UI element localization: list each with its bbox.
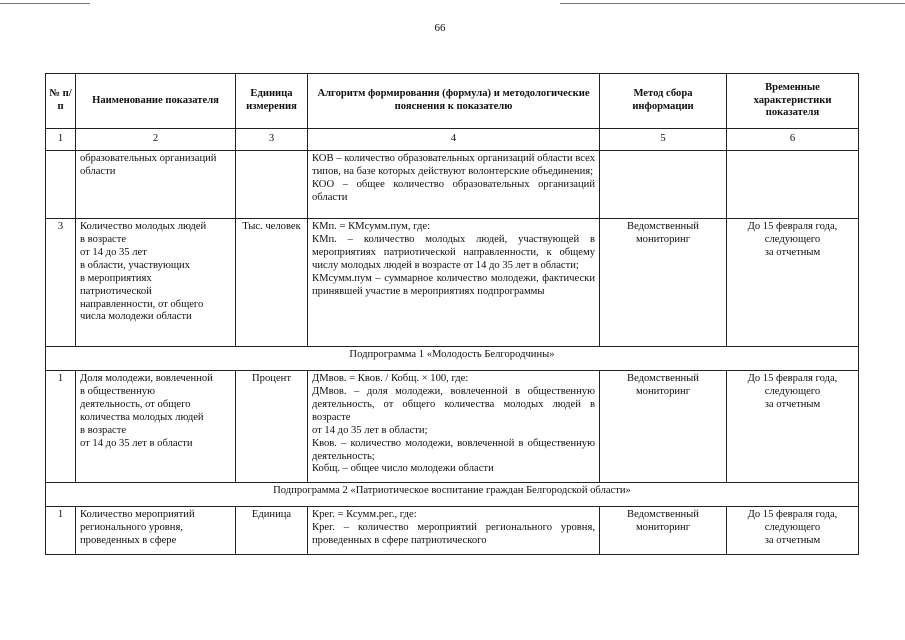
table-row [46,507,859,555]
name-line: в общественную [80,385,155,397]
name-line: в области, участвующих [80,259,190,271]
header-name: Наименование показателя [76,74,236,129]
column-number: 6 [727,129,859,151]
time-line: за отчетным [764,534,821,546]
algo-line: Кобщ. – общее число молодежи области [312,463,494,475]
cell-unit: Единица [236,507,308,555]
table-row [46,371,859,483]
cell-method: Ведомственный мониторинг [600,371,727,483]
algo-line: ДМвов. = Квов. / Кобщ. × 100, где: [312,373,469,384]
name-line: в возрасте [80,424,127,436]
cell-algo [308,371,600,483]
name-line: проведенных в сфере [80,534,177,546]
algo-line: КМп. = КМсумм.пум, где: [312,221,431,232]
cell-num: 3 [46,219,76,347]
name-line: от 14 до 35 лет [80,246,147,258]
top-rule-right [560,3,905,4]
cell-time [727,151,859,219]
time-line: следующего [764,385,821,397]
algo-line: КОО – общее количество образовательных организаций области [312,178,595,203]
name-line: Количество молодых людей [80,221,207,232]
column-number-row [46,129,859,151]
algo-line: КОВ – количество образовательных организаций области всех типов, на базе которых действуют волонтерские объединения; [312,153,595,177]
section-row [46,483,859,507]
cell-method: Ведомственный мониторинг [600,507,727,555]
time-line: До 15 февраля года, [747,509,838,520]
header-time: Временные характеристики показателя [727,74,859,129]
cell-algo [308,507,600,555]
cell-method: Ведомственный мониторинг [600,219,727,347]
name-line: в мероприятиях [80,272,152,284]
table-row [46,219,859,347]
time-line: До 15 февраля года, [747,221,838,232]
column-number: 4 [308,129,600,151]
cell-unit: Процент [236,371,308,483]
cell-name [76,371,236,483]
header-algo: Алгоритм формирования (формула) и методологические пояснения к показателю [308,74,600,129]
section-row [46,347,859,371]
algo-line: ДМвов. – доля молодежи, вовлеченной в общественную деятельность, от общего количества молодых людей в возрасте [312,385,595,423]
top-rule-left [0,3,90,4]
column-number: 3 [236,129,308,151]
cell-unit [236,151,308,219]
indicators-table [45,73,859,555]
algo-line: Крег. = Ксумм.рег., где: [312,509,417,520]
header-method: Метод сбора информации [600,74,727,129]
cell-name: образовательных организаций области [76,151,236,219]
time-line: за отчетным [764,246,821,258]
column-number: 5 [600,129,727,151]
cell-num [46,151,76,219]
table-header-row [46,74,859,129]
name-line: Количество мероприятий [80,509,195,520]
cell-num: 1 [46,507,76,555]
name-line: Доля молодежи, вовлеченной [80,373,213,384]
name-line: от 14 до 35 лет в области [80,437,193,449]
name-line: патриотической [80,285,152,297]
name-line: деятельность, от общего [80,398,191,410]
section-title: Подпрограмма 2 «Патриотическое воспитание граждан Белгородской области» [46,483,859,507]
algo-line: Квов. – количество молодежи, вовлеченной в общественную деятельность; [312,437,595,462]
algo-line: КМсумм.пум – суммарное количество молодежи, фактически принявшей участие в мероприятиях подпрограммы [312,272,595,297]
time-line: следующего [764,233,821,245]
cell-name [76,507,236,555]
header-num: № п/п [46,74,76,129]
cell-num: 1 [46,371,76,483]
name-line: в возрасте [80,233,127,245]
algo-line: от 14 до 35 лет в области; [312,424,428,436]
algo-line: Крег. – количество мероприятий регионального уровня, проведенных в сфере патриотического [312,521,595,546]
table-row [46,151,859,219]
section-title: Подпрограмма 1 «Молодость Белгородчины» [46,347,859,371]
cell-time [727,507,859,555]
name-line: количества молодых людей [80,411,204,423]
algo-line: КМп. – количество молодых людей, участвующей в мероприятиях патриотической направленности, к общему числу молодых людей в возрасте от 14 до 35 лет в области; [312,233,595,271]
name-line: регионального уровня, [80,521,183,533]
cell-algo [308,151,600,219]
name-line: числа молодежи области [80,311,192,323]
cell-name [76,219,236,347]
time-line: за отчетным [764,398,821,410]
page-number: 66 [434,22,446,34]
cell-unit: Тыс. человек [236,219,308,347]
header-unit: Единица измерения [236,74,308,129]
cell-time [727,219,859,347]
time-line: До 15 февраля года, [747,373,838,384]
cell-time [727,371,859,483]
time-line: следующего [764,521,821,533]
cell-method [600,151,727,219]
column-number: 1 [46,129,76,151]
column-number: 2 [76,129,236,151]
name-line: направленности, от общего [80,298,204,310]
cell-algo [308,219,600,347]
